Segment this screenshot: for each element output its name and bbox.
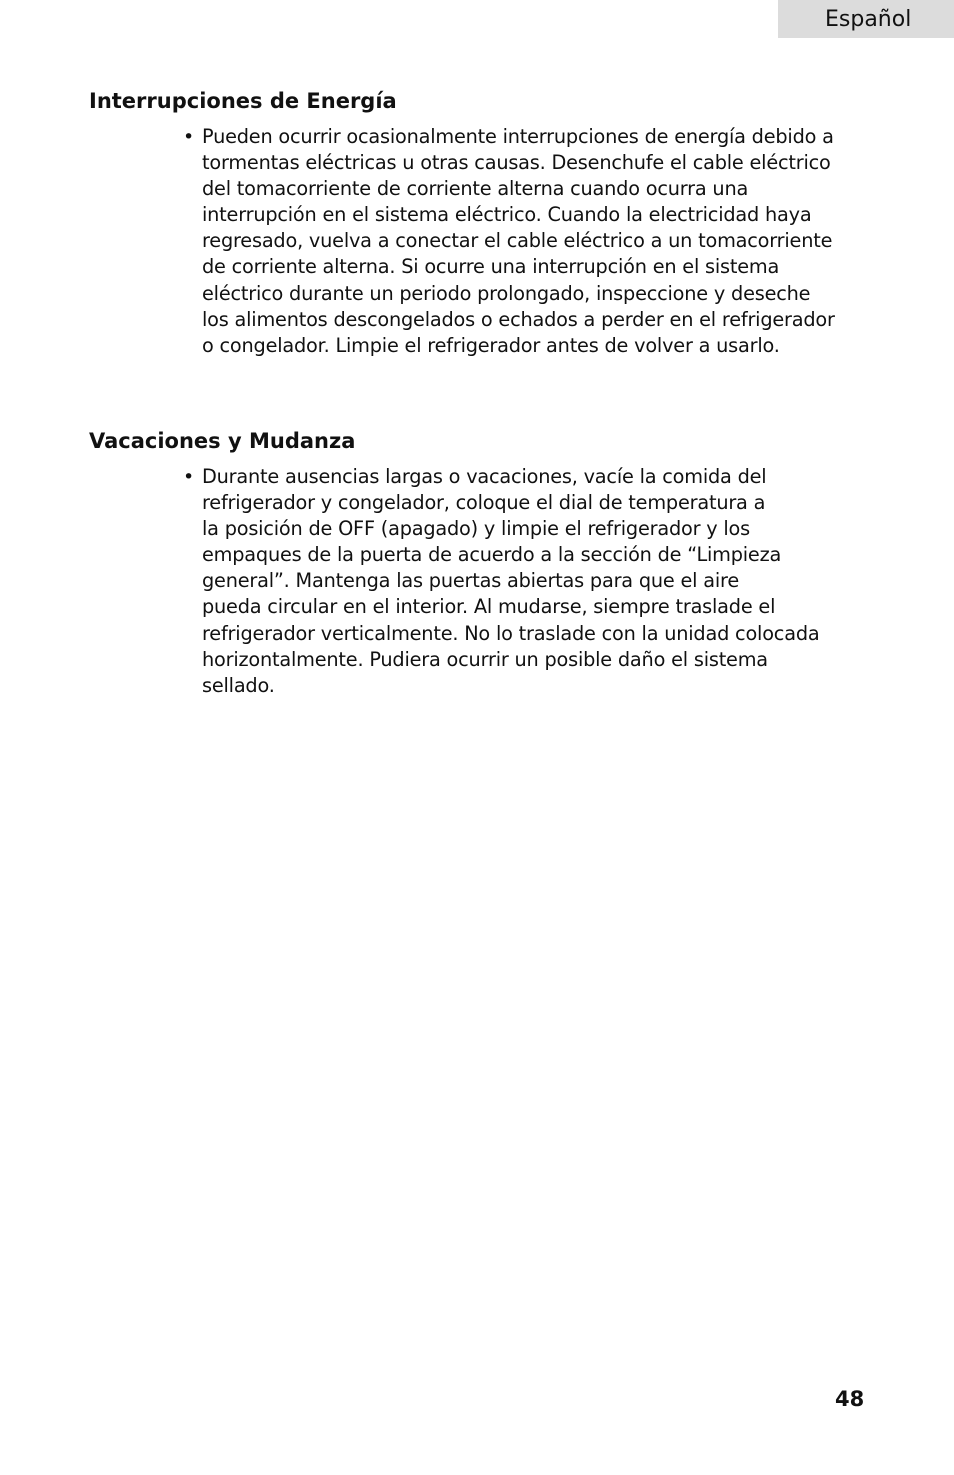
text-line: interrupción en el sistema eléctrico. Cuando la electricidad haya	[202, 203, 812, 227]
section-title-power-interruptions: Interrupciones de Energía	[89, 89, 397, 113]
language-tab	[778, 0, 954, 38]
text-line: general”. Mantenga las puertas abiertas para que el aire	[202, 569, 739, 593]
section-title-vacation-moving: Vacaciones y Mudanza	[89, 429, 356, 453]
bullet-text-vacation-moving	[202, 464, 855, 699]
text-line: Pueden ocurrir ocasionalmente interrupciones de energía debido a	[202, 125, 834, 148]
text-line: refrigerador verticalmente. No lo traslade con la unidad colocada	[202, 621, 820, 645]
text-line: empaques de la puerta de acuerdo a la sección de “Limpieza	[202, 543, 782, 567]
text-line: Durante ausencias largas o vacaciones, vacíe la comida del	[202, 465, 767, 488]
text-line: regresado, vuelva a conectar el cable eléctrico a un tomacorriente	[202, 229, 833, 253]
text-line: la posición de OFF (apagado) y limpie el refrigerador y los	[202, 517, 750, 541]
bullet-text-power-interruptions	[202, 124, 855, 359]
text-line: refrigerador y congelador, coloque el dial de temperatura a	[202, 491, 766, 515]
text-line: pueda circular en el interior. Al mudarse, siempre traslade el	[202, 595, 776, 619]
text-line: de corriente alterna. Si ocurre una interrupción en el sistema	[202, 255, 780, 279]
text-line: eléctrico durante un periodo prolongado, inspeccione y deseche	[202, 281, 811, 305]
bullet-dot-icon: •	[183, 466, 195, 488]
page-number: 48	[835, 1387, 865, 1411]
language-label: Español	[825, 7, 912, 32]
text-line: del tomacorriente de corriente alterna cuando ocurra una	[202, 177, 749, 201]
section-vacation-moving	[89, 426, 869, 699]
text-line: horizontalmente. Pudiera ocurrir un posible daño el sistema	[202, 647, 768, 671]
bullet-dot-icon: •	[183, 126, 195, 148]
bullet-item-power-interruptions	[89, 124, 855, 359]
text-line: tormentas eléctricas u otras causas. Desenchufe el cable eléctrico	[202, 151, 831, 175]
text-line: sellado.	[202, 673, 275, 697]
text-line: los alimentos descongelados o echados a perder en el refrigerador	[202, 307, 835, 331]
section-power-interruptions	[89, 86, 869, 359]
text-line: o congelador. Limpie el refrigerador antes de volver a usarlo.	[202, 333, 780, 357]
bullet-item-vacation-moving	[89, 464, 855, 699]
